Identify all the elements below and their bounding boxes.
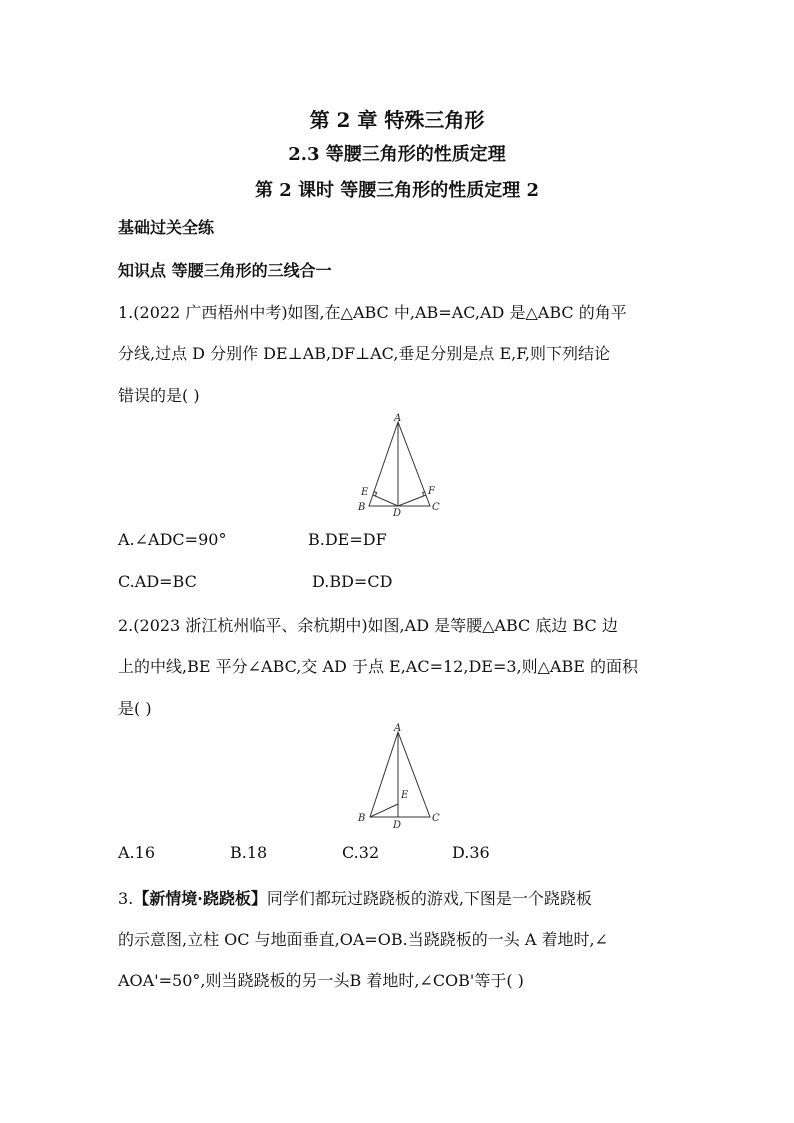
q3-line1 [118,886,592,909]
q1-line2: 分线,过点 D 分别作 DE⊥AB,DF⊥AC,垂足分别是点 E,F,则下列结论 [118,344,610,363]
q2-segment-be [370,804,398,817]
q1-option-c[interactable]: C.AD=BC [118,572,197,591]
q2-label-b: B [358,813,366,824]
q1-option-a[interactable]: A.∠ADC=90° [118,530,227,549]
section-title: 2.3 等腰三角形的性质定理 [288,144,506,165]
q2-label-a: A [394,723,402,734]
q1-label-b: B [358,502,366,513]
q3-line1-text: 同学们都玩过跷跷板的游戏,下图是一个跷跷板 [266,889,592,908]
q1-segment-de [373,495,398,506]
q2-label-c: C [432,813,440,824]
q2-label-e: E [401,790,409,801]
q1-triangle-abc [369,422,430,506]
q1-label-e: E [361,487,369,498]
q1-segment-df [398,495,426,506]
q1-option-d[interactable]: D.BD=CD [312,572,393,591]
knowledge-point-heading: 知识点 等腰三角形的三线合一 [118,261,332,280]
q1-option-b[interactable]: B.DE=DF [308,530,387,549]
q3-tag: 【新情境·跷跷板】 [133,889,267,908]
q3-line2: 的示意图,立柱 OC 与地面垂直,OA=OB.当跷跷板的一头 A 着地时,∠ [118,930,608,949]
q2-triangle-abc [370,732,430,817]
q1-line3: 错误的是( ) [118,386,200,405]
practice-heading: 基础过关全练 [118,218,215,237]
q3-line3: AOA'=50°,则当跷跷板的另一头B 着地时,∠COB'等于( ) [118,971,524,990]
q2-option-d[interactable]: D.36 [452,843,490,862]
q2-line3: 是( ) [118,699,152,718]
chapter-title: 第 2 章 特殊三角形 [309,108,485,132]
lesson-title: 第 2 课时 等腰三角形的性质定理 2 [254,180,540,201]
q2-triangle-figure [350,722,450,830]
q2-line2: 上的中线,BE 平分∠ABC,交 AD 于点 E,AC=12,DE=3,则△ABE 的面积 [118,657,639,676]
q1-line1: 1.(2022 广西梧州中考)如图,在△ABC 中,AB=AC,AD 是△ABC 的角平 [118,303,627,322]
q2-option-a[interactable]: A.16 [118,843,155,862]
q2-label-d: D [393,820,402,830]
q2-option-c[interactable]: C.32 [342,843,380,862]
q2-option-b[interactable]: B.18 [230,843,268,862]
q1-label-d: D [393,508,402,519]
q1-triangle-figure [350,412,450,520]
q3-number: 3. [118,889,134,908]
q2-line1: 2.(2023 浙江杭州临平、余杭期中)如图,AD 是等腰△ABC 底边 BC 边 [118,616,618,635]
q1-label-c: C [432,502,440,513]
q1-label-a: A [394,413,402,424]
q1-label-f: F [428,486,435,497]
